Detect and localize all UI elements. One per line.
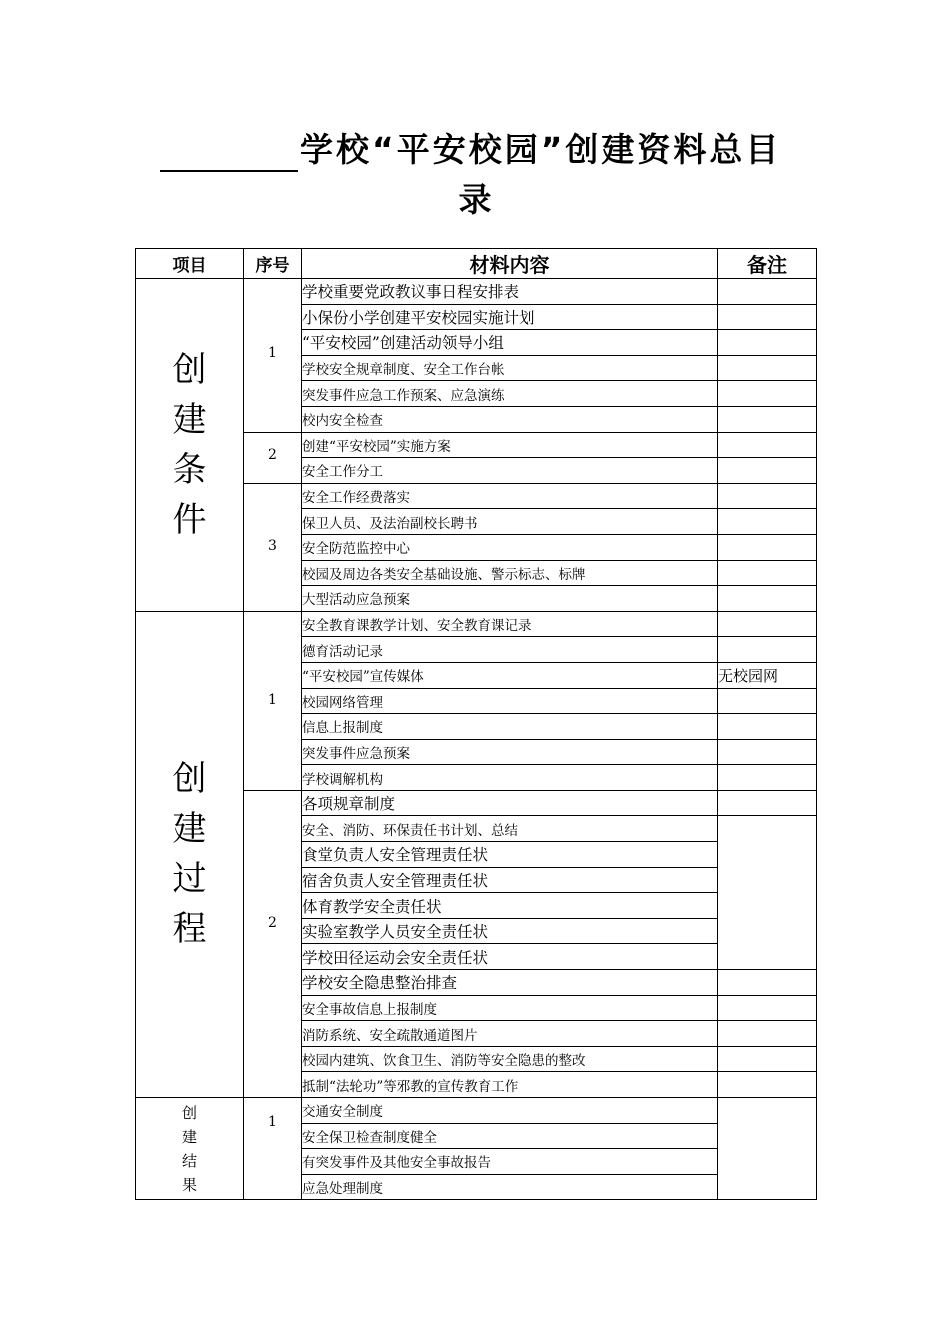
header-item: 项目 — [136, 249, 244, 279]
content-cell: 小保份小学创建平安校园实施计划 — [302, 304, 718, 330]
content-cell: 宿舍负责人安全管理责任状 — [302, 867, 718, 893]
content-cell: 校园及周边各类安全基础设施、警示标志、标牌 — [302, 560, 718, 586]
note-cell — [718, 560, 817, 586]
table-row — [136, 279, 817, 305]
content-cell: 保卫人员、及法治副校长聘书 — [302, 509, 718, 535]
note-cell — [718, 611, 817, 637]
document-title — [160, 128, 800, 172]
content-cell: 校园内建筑、饮食卫生、消防等安全隐患的整改 — [302, 1046, 718, 1072]
category-process: 创建过程 — [136, 611, 244, 1097]
note-no-campus-network: 无校园网 — [718, 662, 817, 688]
note-cell — [718, 458, 817, 484]
content-cell: 校内安全检查 — [302, 406, 718, 432]
note-cell — [718, 330, 817, 356]
content-cell: 抵制“法轮功”等邪教的宣传教育工作 — [302, 1072, 718, 1098]
content-cell: 安全事故信息上报制度 — [302, 995, 718, 1021]
note-cell — [718, 509, 817, 535]
seq-cell: 2 — [244, 790, 302, 1097]
header-content: 材料内容 — [302, 249, 718, 279]
content-cell: 实验室教学人员安全责任状 — [302, 918, 718, 944]
table-row — [136, 1098, 817, 1124]
note-cell — [718, 279, 817, 305]
note-cell — [718, 816, 817, 970]
note-cell — [718, 381, 817, 407]
note-cell — [718, 304, 817, 330]
note-cell — [718, 790, 817, 816]
content-cell: 学校重要党政教议事日程安排表 — [302, 279, 718, 305]
note-cell — [718, 995, 817, 1021]
seq-cell: 3 — [244, 483, 302, 611]
content-cell: 学校调解机构 — [302, 765, 718, 791]
seq-cell: 1 — [244, 1098, 302, 1200]
content-cell: 突发事件应急工作预案、应急演练 — [302, 381, 718, 407]
school-name-blank — [160, 134, 298, 172]
seq-cell: 2 — [244, 432, 302, 483]
title-text: 学校“平安校园”创建资料总目 — [300, 130, 782, 169]
content-cell: “平安校园”创建活动领导小组 — [302, 330, 718, 356]
content-cell: 各项规章制度 — [302, 790, 718, 816]
category-conditions: 创建条件 — [136, 279, 244, 612]
note-cell — [718, 714, 817, 740]
content-cell: 校园网络管理 — [302, 688, 718, 714]
note-cell — [718, 1072, 817, 1098]
content-cell: 突发事件应急预案 — [302, 739, 718, 765]
table-row — [136, 611, 817, 637]
category-result: 创建结果 — [136, 1098, 244, 1200]
note-cell — [718, 586, 817, 612]
content-cell: 安全保卫检查制度健全 — [302, 1123, 718, 1149]
content-cell: 安全工作分工 — [302, 458, 718, 484]
content-cell: 学校安全规章制度、安全工作台帐 — [302, 355, 718, 381]
note-cell — [718, 1046, 817, 1072]
content-cell: 安全工作经费落实 — [302, 483, 718, 509]
content-cell: 信息上报制度 — [302, 714, 718, 740]
materials-catalog-table — [135, 248, 817, 1200]
table-header-row — [136, 249, 817, 279]
content-cell: 交通安全制度 — [302, 1098, 718, 1124]
content-cell: 学校安全隐患整治排查 — [302, 970, 718, 996]
content-cell: 学校田径运动会安全责任状 — [302, 944, 718, 970]
header-note: 备注 — [718, 249, 817, 279]
content-cell: 创建“平安校园”实施方案 — [302, 432, 718, 458]
content-cell: 消防系统、安全疏散通道图片 — [302, 1021, 718, 1047]
content-cell: 安全、消防、环保责任书计划、总结 — [302, 816, 718, 842]
header-seq: 序号 — [244, 249, 302, 279]
note-cell — [718, 637, 817, 663]
note-cell — [718, 970, 817, 996]
content-cell: 德育活动记录 — [302, 637, 718, 663]
note-cell — [718, 1021, 817, 1047]
content-cell: 体育教学安全责任状 — [302, 893, 718, 919]
note-cell — [718, 355, 817, 381]
seq-cell: 1 — [244, 279, 302, 433]
note-cell — [718, 765, 817, 791]
content-cell: 安全防范监控中心 — [302, 534, 718, 560]
note-cell — [718, 534, 817, 560]
document-title-continued: 录 — [458, 180, 492, 219]
content-cell: 应急处理制度 — [302, 1174, 718, 1200]
content-cell: 安全教育课教学计划、安全教育课记录 — [302, 611, 718, 637]
note-cell — [718, 483, 817, 509]
note-cell — [718, 432, 817, 458]
content-cell: 大型活动应急预案 — [302, 586, 718, 612]
content-cell: 食堂负责人安全管理责任状 — [302, 842, 718, 868]
note-cell — [718, 1098, 817, 1200]
seq-cell: 1 — [244, 611, 302, 790]
content-cell: “平安校园”宣传媒体 — [302, 662, 718, 688]
content-cell: 有突发事件及其他安全事故报告 — [302, 1149, 718, 1175]
note-cell — [718, 739, 817, 765]
note-cell — [718, 688, 817, 714]
note-cell — [718, 406, 817, 432]
